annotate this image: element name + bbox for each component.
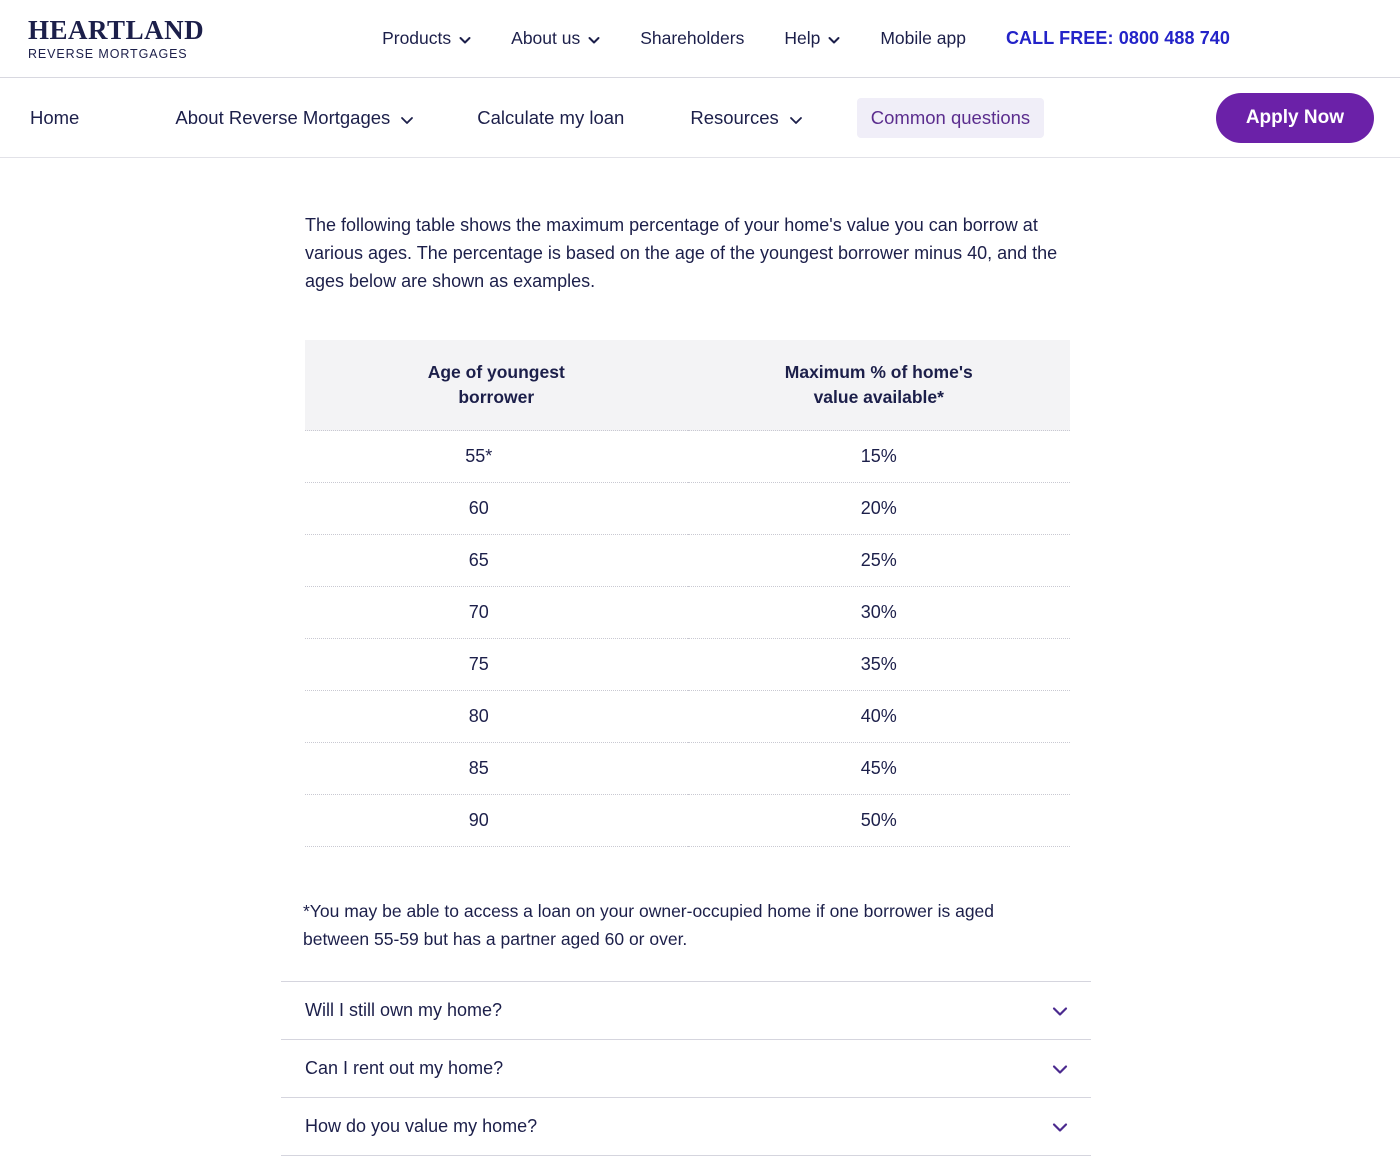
column-header-age-line1: Age of youngest — [427, 361, 565, 382]
cell-age: 65 — [305, 535, 688, 587]
subnav-item-calculate-my-loan-label: Calculate my loan — [477, 106, 625, 128]
cell-age: 85 — [305, 743, 688, 795]
accordion-item-value-my-home[interactable] — [281, 1098, 1091, 1156]
intro-paragraph: The following table shows the maximum percentage of your home's value you can borrow at various ages. The percentage is based on the age of the youngest borrower minus 40, and the ages below are shown as examples. — [305, 215, 1058, 291]
cell-age: 80 — [305, 691, 688, 743]
accordion-item-rent-out-my-home-label: Can I rent out my home? — [305, 1058, 504, 1079]
accordion-item-rent-out-my-home[interactable] — [281, 1040, 1091, 1098]
nav-item-mobile-app-label: Mobile app — [880, 28, 966, 48]
accordion-item-value-my-home-label: How do you value my home? — [305, 1116, 538, 1137]
cell-percent: 25% — [688, 535, 1071, 587]
accordion-item-own-my-home[interactable] — [281, 982, 1091, 1040]
table-row — [305, 535, 1070, 587]
table-header-row — [305, 340, 1070, 431]
table-body — [305, 431, 1070, 847]
subnav-item-common-questions[interactable]: Common questions — [857, 98, 1044, 138]
nav-item-help-label: Help — [784, 28, 821, 48]
cell-age: 70 — [305, 587, 688, 639]
table-row — [305, 691, 1070, 743]
table-row — [305, 483, 1070, 535]
chevron-down-icon[interactable] — [1051, 1002, 1069, 1020]
cell-age: 90 — [305, 795, 688, 847]
top-header-bar — [0, 0, 1400, 78]
chevron-down-icon — [789, 113, 801, 125]
apply-now-button[interactable]: Apply Now — [1216, 93, 1374, 143]
column-header-max-percent-line1: Maximum % of home's — [784, 361, 973, 382]
nav-item-shareholders[interactable] — [640, 28, 744, 49]
table-row — [305, 743, 1070, 795]
nav-item-about-us-label: About us — [511, 28, 581, 48]
accordion-item-own-my-home-label: Will I still own my home? — [305, 1000, 503, 1021]
column-header-age — [305, 340, 688, 431]
nav-item-shareholders-label: Shareholders — [640, 28, 745, 48]
subnav-item-calculate-my-loan[interactable] — [477, 107, 624, 129]
subnav-item-about-reverse-mortgages[interactable] — [175, 107, 412, 129]
table-row — [305, 639, 1070, 691]
column-header-max-percent-line2: value available* — [813, 387, 944, 408]
cell-age: 55* — [305, 431, 688, 483]
subnav-item-home[interactable] — [30, 107, 79, 129]
secondary-navigation — [0, 78, 1400, 158]
table-footnote: *You may be able to access a loan on your owner-occupied home if one borrower is aged between 55-59 but has a partner aged 60 or over. — [303, 901, 995, 950]
column-header-age-line2: borrower — [458, 387, 535, 408]
subnav-item-about-reverse-mortgages-label: About Reverse Mortgages — [175, 106, 391, 128]
logo-secondary-text: REVERSE MORTGAGES — [28, 46, 188, 61]
call-free-phone[interactable]: CALL FREE: 0800 488 740 — [1005, 28, 1231, 48]
logo-primary-text: HEARTLAND — [28, 14, 205, 45]
nav-item-help[interactable] — [784, 28, 840, 49]
table-row — [305, 431, 1070, 483]
nav-item-mobile-app[interactable] — [880, 28, 966, 49]
chevron-down-icon — [588, 34, 600, 46]
nav-item-products-label: Products — [382, 28, 452, 48]
subnav-item-resources[interactable] — [690, 107, 800, 129]
cell-percent: 35% — [688, 639, 1071, 691]
logo[interactable] — [28, 14, 205, 61]
primary-navigation — [382, 28, 966, 49]
cell-percent: 45% — [688, 743, 1071, 795]
table-row — [305, 795, 1070, 847]
nav-item-about-us[interactable] — [511, 28, 600, 49]
cell-percent: 20% — [688, 483, 1071, 535]
cell-percent: 30% — [688, 587, 1071, 639]
borrowing-table-container — [305, 340, 1070, 848]
chevron-down-icon — [828, 34, 840, 46]
cell-percent: 40% — [688, 691, 1071, 743]
cell-percent: 15% — [688, 431, 1071, 483]
subnav-item-home-label: Home — [30, 106, 80, 128]
cell-age: 75 — [305, 639, 688, 691]
nav-item-products[interactable] — [382, 28, 471, 49]
table-header — [305, 340, 1070, 431]
chevron-down-icon[interactable] — [1051, 1118, 1069, 1136]
chevron-down-icon[interactable] — [1051, 1060, 1069, 1078]
max-borrowing-table — [305, 340, 1070, 848]
faq-accordion — [281, 981, 1091, 1156]
main-content — [0, 158, 1400, 1156]
chevron-down-icon — [459, 34, 471, 46]
cell-age: 60 — [305, 483, 688, 535]
cell-percent: 50% — [688, 795, 1071, 847]
table-row — [305, 587, 1070, 639]
column-header-max-percent — [688, 340, 1071, 431]
chevron-down-icon — [400, 113, 412, 125]
subnav-item-resources-label: Resources — [690, 106, 779, 128]
